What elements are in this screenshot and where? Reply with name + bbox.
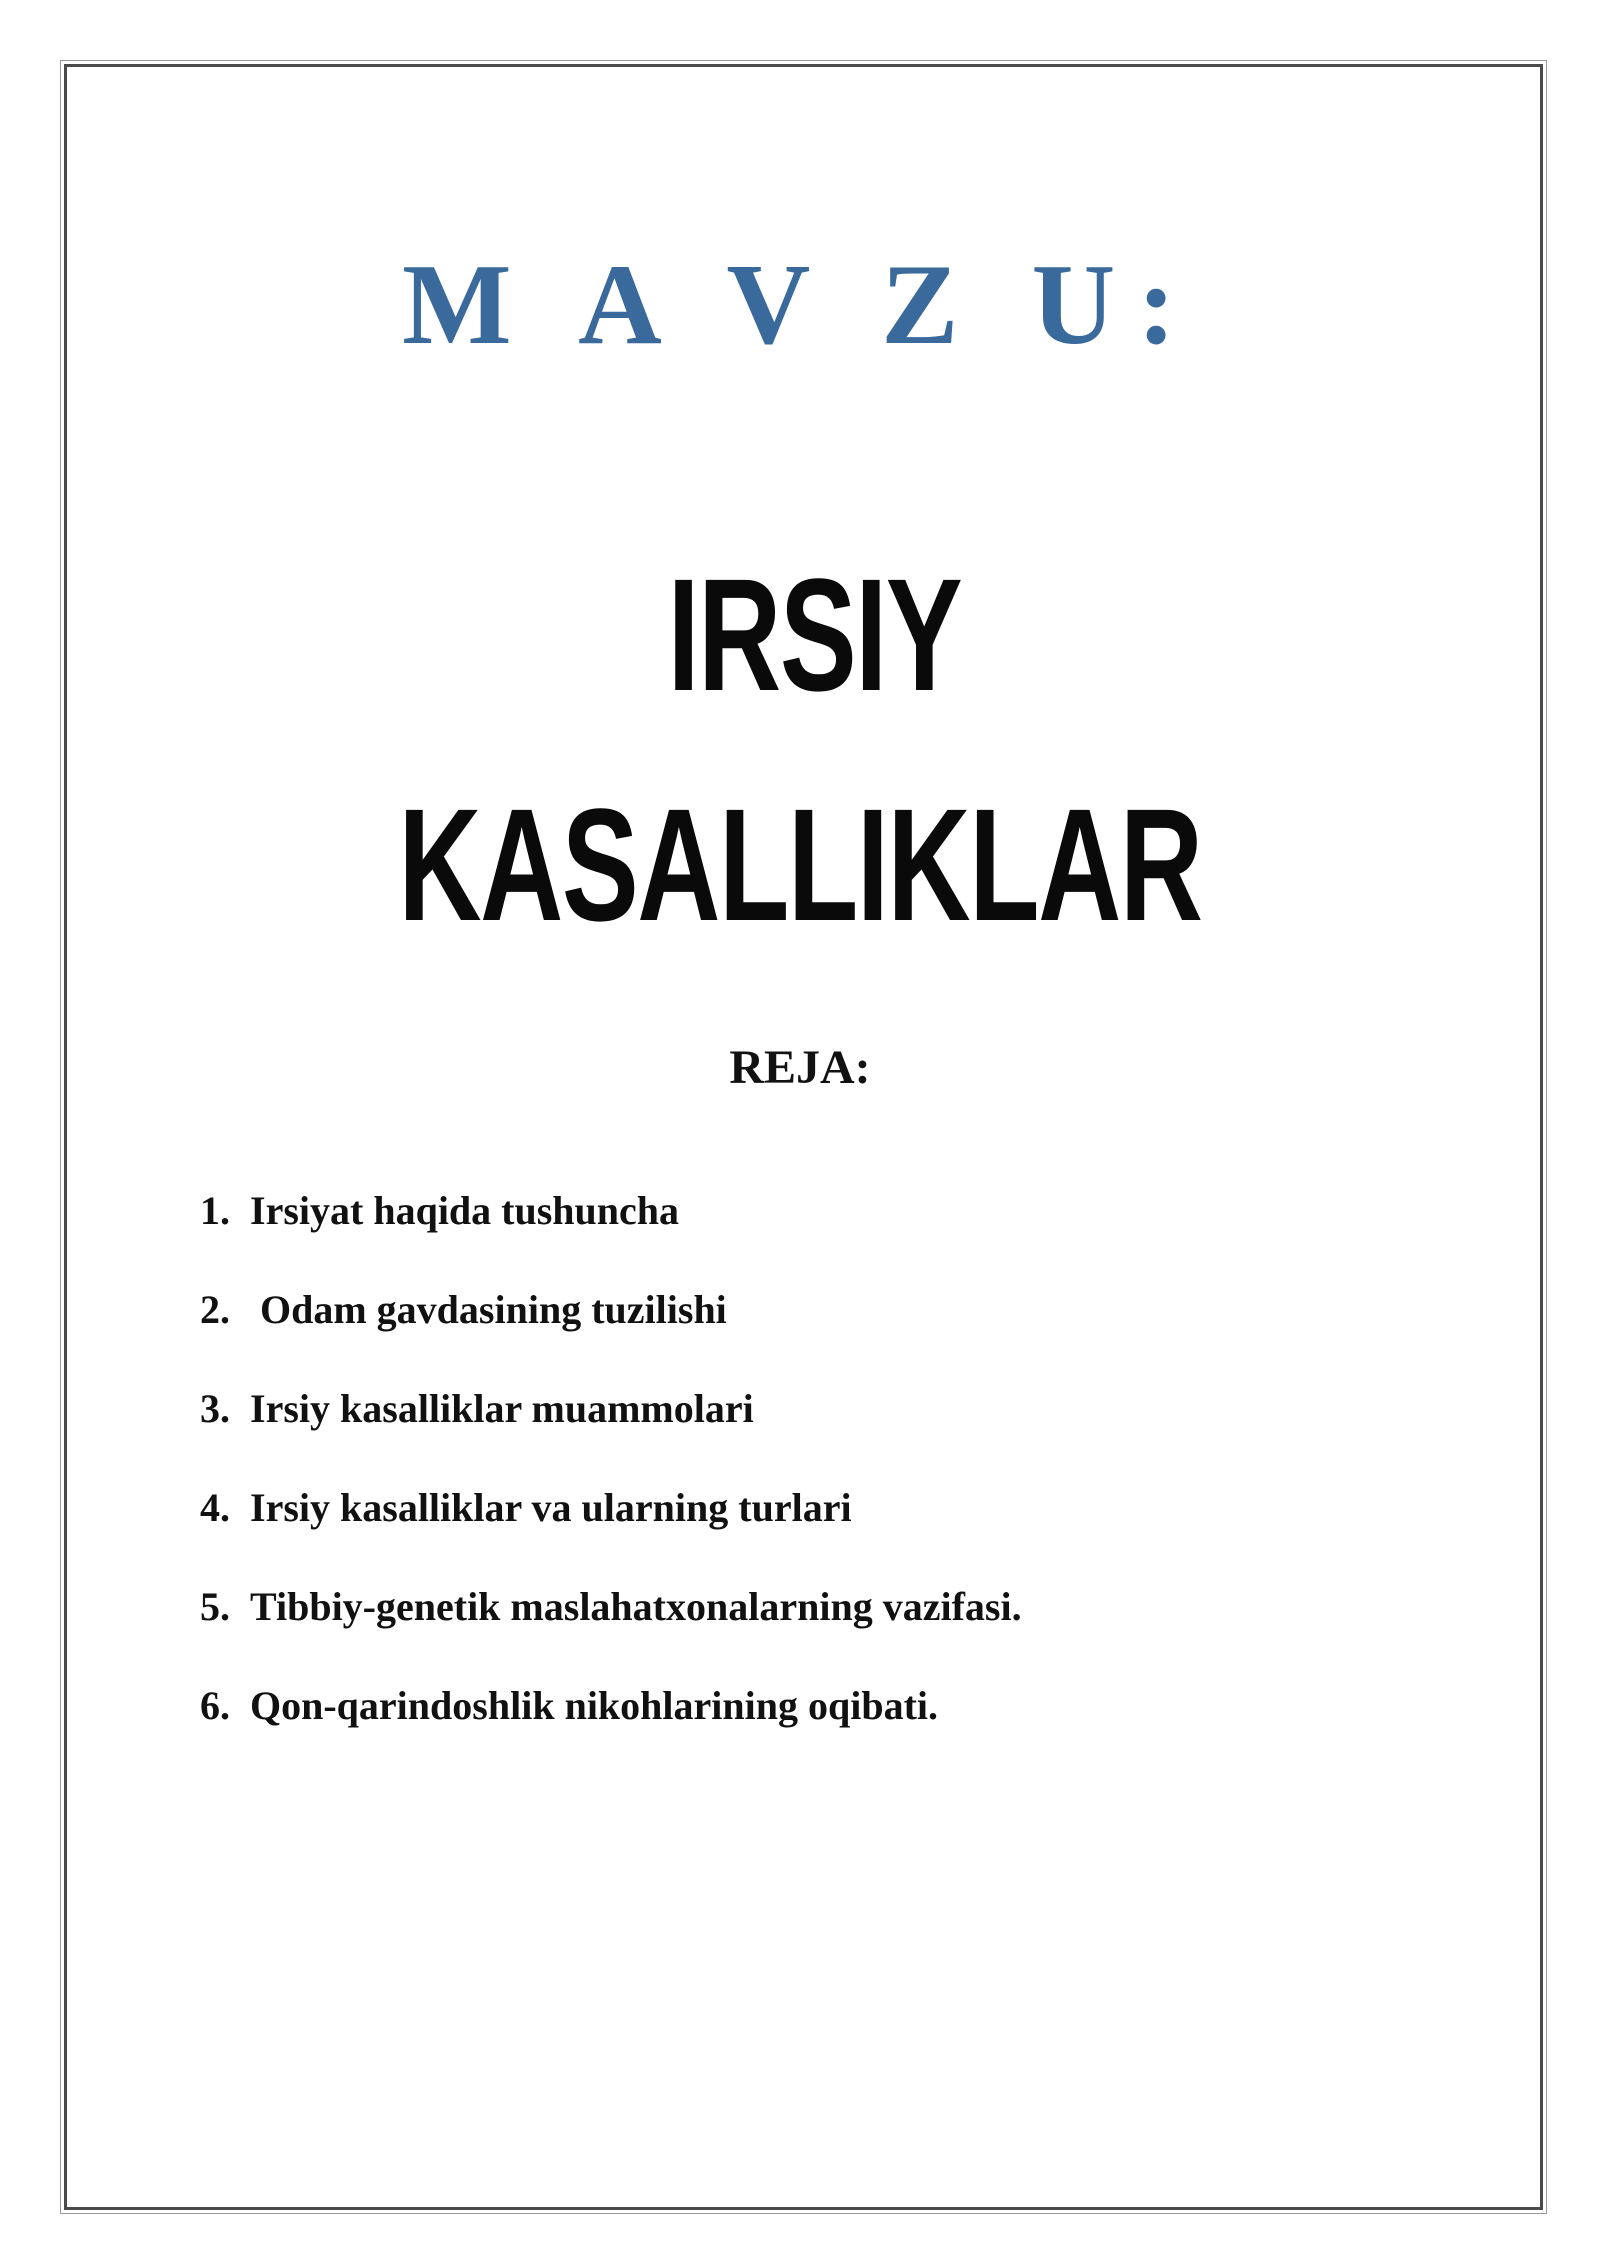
plan-item-4 <box>200 1483 1022 1582</box>
plan-item-text: Odam gavdasining tuzilishi <box>250 1287 727 1332</box>
main-title <box>0 520 1600 980</box>
subject-label: M A V Z U: <box>402 241 1198 369</box>
plan-item-3 <box>200 1384 1022 1483</box>
plan-item-number: 1. <box>200 1188 230 1233</box>
plan-item-6 <box>200 1681 1022 1780</box>
plan-item-number: 6. <box>200 1683 230 1728</box>
page-border <box>64 64 1543 2210</box>
plan-item-number: 5. <box>200 1584 230 1629</box>
plan-heading: REJA: <box>729 1041 871 1094</box>
plan-item-1 <box>200 1186 1022 1285</box>
plan-item-number: 2. <box>200 1287 230 1332</box>
plan-item-text: Irsiyat haqida tushuncha <box>250 1188 680 1233</box>
plan-item-text: Qon-qarindoshlik nikohlarining oqibati. <box>250 1683 939 1728</box>
plan-item-number: 4. <box>200 1485 230 1530</box>
plan-item-5 <box>200 1582 1022 1681</box>
title-line-1: IRSIY <box>667 545 962 724</box>
plan-item-2 <box>200 1285 1022 1384</box>
plan-item-text: Tibbiy-genetik maslahatxonalarning vazifasi. <box>250 1584 1022 1629</box>
plan-item-text: Irsiy kasalliklar va ularning turlari <box>250 1485 852 1530</box>
plan-list <box>200 1186 1022 1780</box>
title-line-2: KASALLIKLAR <box>398 775 1202 954</box>
plan-item-text: Irsiy kasalliklar muammolari <box>250 1386 754 1431</box>
plan-item-number: 3. <box>200 1386 230 1431</box>
